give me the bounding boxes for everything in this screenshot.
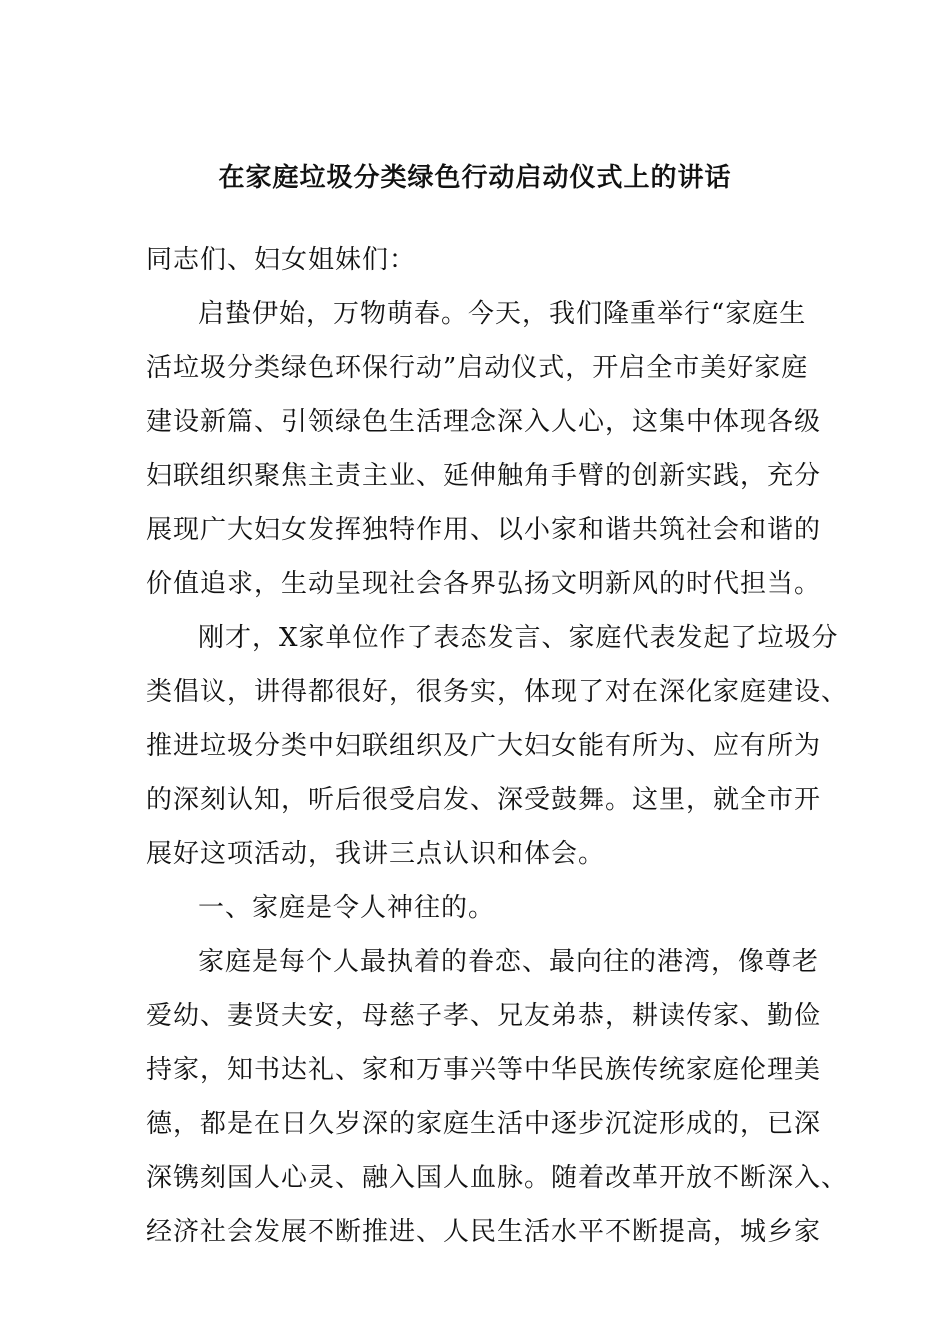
paragraph-line: 活垃圾分类绿色环保行动”启动仪式，开启全市美好家庭	[146, 353, 809, 383]
paragraph-line: 类倡议，讲得都很好，很务实，体现了对在深化家庭建设、	[146, 677, 849, 707]
paragraph-line: 刚才，X家单位作了表态发言、家庭代表发起了垃圾分	[198, 623, 839, 653]
salutation: 同志们、妇女姐妹们：	[146, 245, 417, 275]
document-title: 在家庭垃圾分类绿色行动启动仪式上的讲话	[218, 163, 732, 193]
section-heading: 一、家庭是令人神往的。	[198, 893, 496, 923]
paragraph-line: 爱幼、妻贤夫安，母慈子孝、兄友弟恭，耕读传家、勤俭	[146, 1001, 822, 1031]
paragraph-line: 妇联组织聚焦主责主业、延伸触角手臂的创新实践，充分	[146, 461, 822, 491]
paragraph-line: 价值追求，生动呈现社会各界弘扬文明新风的时代担当。	[146, 569, 822, 599]
paragraph-line: 推进垃圾分类中妇联组织及广大妇女能有所为、应有所为	[146, 731, 822, 761]
paragraph-line: 深镌刻国人心灵、融入国人血脉。随着改革开放不断深入、	[146, 1163, 849, 1193]
paragraph-line: 持家，知书达礼、家和万事兴等中华民族传统家庭伦理美	[146, 1055, 822, 1085]
paragraph-line: 展现广大妇女发挥独特作用、以小家和谐共筑社会和谐的	[146, 515, 822, 545]
paragraph-line: 家庭是每个人最执着的眷恋、最向往的港湾，像尊老	[198, 947, 820, 977]
paragraph-line: 启蛰伊始，万物萌春。今天，我们隆重举行“家庭生	[198, 299, 807, 329]
paragraph-line: 经济社会发展不断推进、人民生活水平不断提高，城乡家	[146, 1217, 822, 1247]
paragraph-line: 德，都是在日久岁深的家庭生活中逐步沉淀形成的，已深	[146, 1109, 822, 1139]
paragraph-line: 建设新篇、引领绿色生活理念深入人心，这集中体现各级	[146, 407, 822, 437]
paragraph-line: 展好这项活动，我讲三点认识和体会。	[146, 839, 606, 869]
paragraph-line: 的深刻认知，听后很受启发、深受鼓舞。这里，就全市开	[146, 785, 822, 815]
